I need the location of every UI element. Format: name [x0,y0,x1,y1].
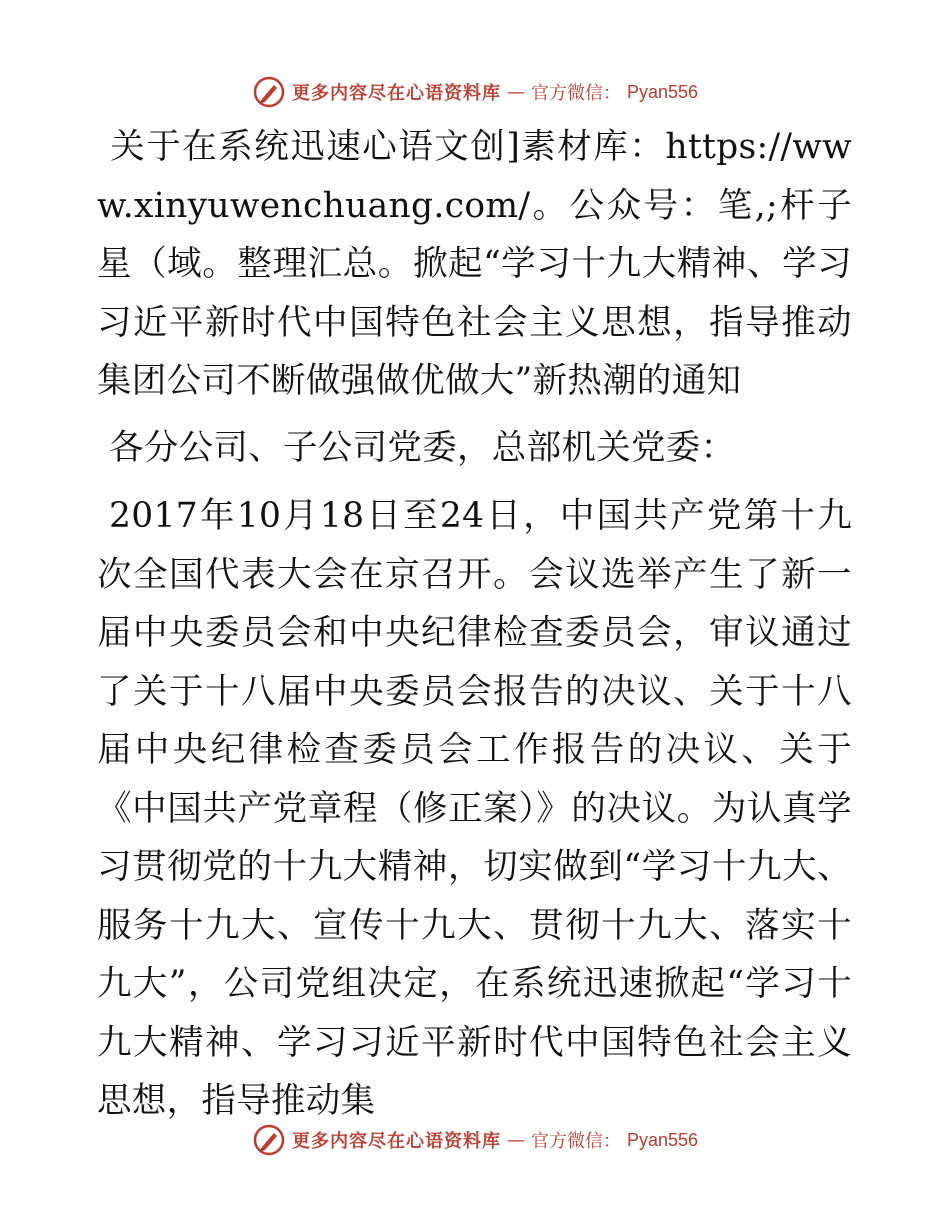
watermark-text: 更多内容尽在心语资料库 [291,1131,501,1152]
watermark-separator: — [506,81,525,103]
watermark-wechat-id: Pyan556 [626,1129,699,1150]
salutation-text: 各分公司、子公司党委，总部机关党委： [109,427,736,468]
watermark-wechat-label: 官方微信： [530,1131,621,1152]
body-paragraph [97,487,852,1131]
title-paragraph [97,118,852,411]
body-text: 2017年10月18日至24日，中国共产党第十九次全国代表大会在京召开。会议选举产生了新一届中央委员会和中央纪律检查委员会，审议通过了关于十八届中央委员会报告的决议、关于十八届中央纪律检查委员会工作报告的决议、关于《中国共产党章程（修正案）》的决议。为认真学习贯彻党的十九大精神，切实做到“学习十九大、服务十九大、宣传十九大、贯彻十九大、落实十九大”，公司党组决定，在系统迅速掀起“学习十九大精神、学习习近平新时代中国特色社会主义思想，指导推动集 [97,496,852,1121]
header-watermark [0,72,950,112]
watermark-wechat-id: Pyan556 [626,81,699,102]
footer-watermark [0,1120,950,1160]
watermark-text: 更多内容尽在心语资料库 [291,83,501,104]
watermark-separator: — [506,1129,525,1151]
salutation-paragraph [97,419,852,478]
pen-logo-icon [252,75,286,109]
watermark-wechat-label: 官方微信： [530,83,621,104]
pen-logo-icon [252,1123,286,1157]
document-body [97,118,852,1131]
title-text: 关于在系统迅速心语文创]素材库：https://www.xinyuwenchuang.com/。公众号：笔,;杆子星（域。整理汇总。掀起“学习十九大精神、学习习近平新时代中国特色社会主义思想，指导推动集团公司不断做强做优做大”新热潮的通知 [97,127,852,401]
